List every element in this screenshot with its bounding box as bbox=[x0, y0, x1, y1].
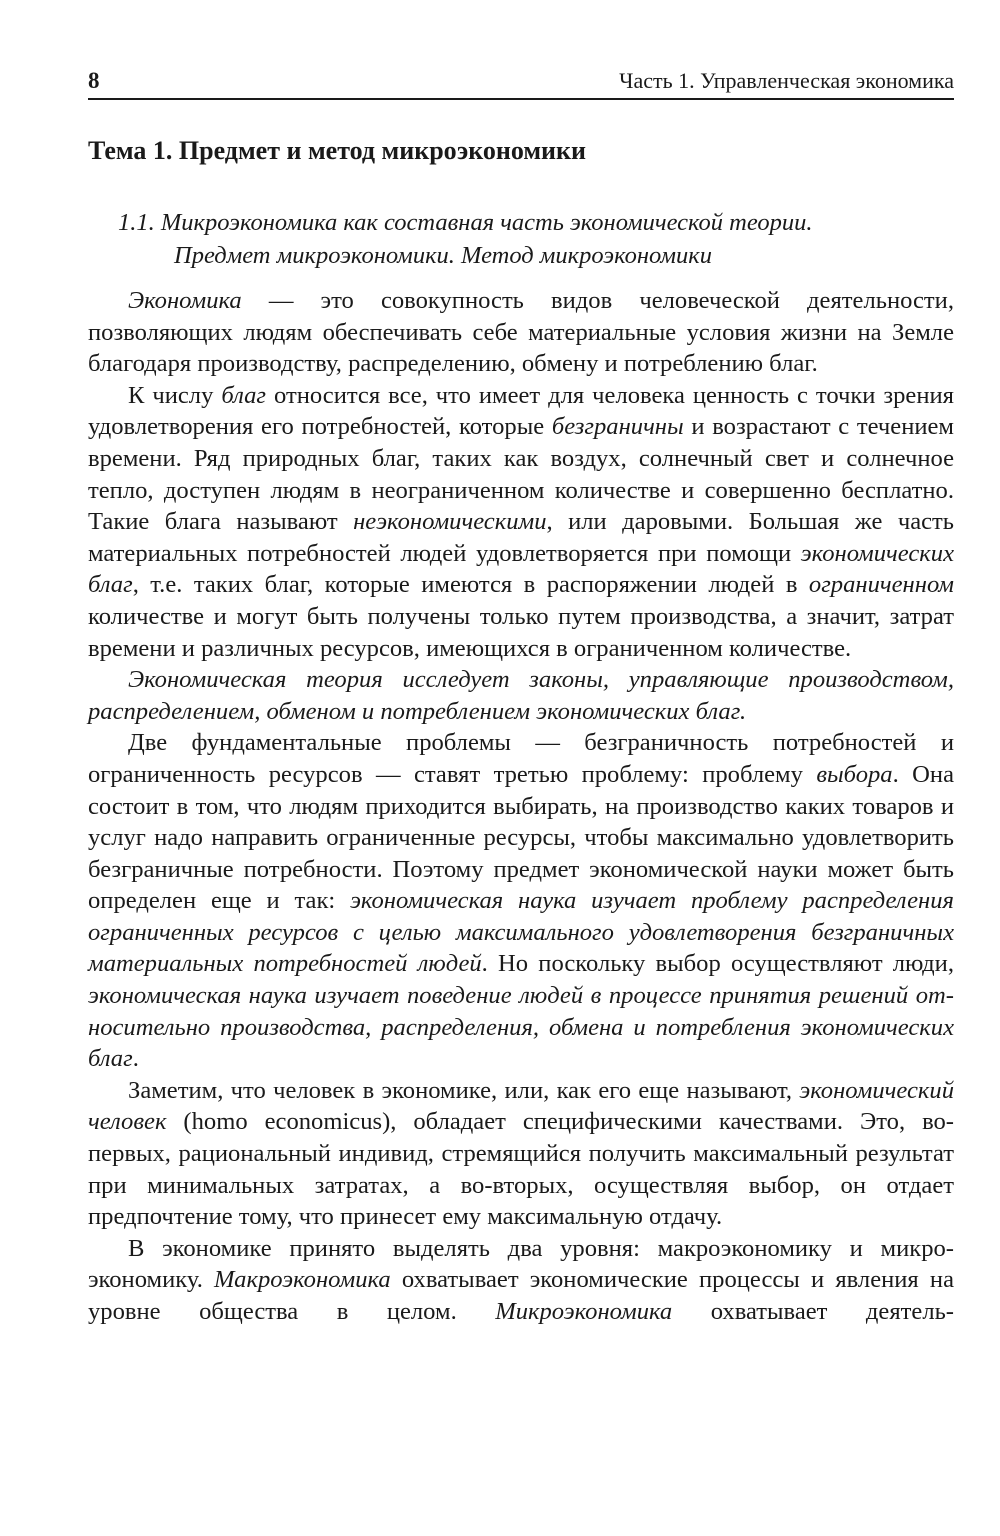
text-run: охватывает деятель- bbox=[672, 1298, 954, 1325]
section-title-line-1: 1.1. Микроэкономика как составная часть экономической теории. bbox=[118, 209, 813, 236]
text-run: . Она состоит в том, что людям приходится выбирать, на производство каких товаров и услуг надо направить ограниченные ресурсы, чтобы максимально удовлетворить безграничные потребности. Поэтому предмет экономической науки может быть определен еще и так: bbox=[88, 760, 955, 915]
running-header bbox=[88, 62, 954, 100]
page-number: 8 bbox=[88, 68, 100, 93]
body-text bbox=[88, 285, 954, 1328]
section-title-line-2: Предмет микроэкономики. Метод микроэкономики bbox=[174, 242, 712, 269]
chapter-title: Тема 1. Предмет и метод микроэкономики bbox=[88, 136, 586, 165]
paragraph bbox=[88, 664, 954, 727]
italic-text-run: неэкономическими bbox=[353, 508, 547, 536]
italic-text-run: экономическая наука изучает поведение людей в процессе принятия решений относительно производства, распределения, обмена и потребления экономических благ bbox=[88, 982, 954, 1073]
paragraph bbox=[88, 727, 954, 1075]
italic-text-run: ограниченном bbox=[808, 571, 954, 599]
italic-text-run: выбора bbox=[816, 760, 893, 788]
text-run: охватывает экономические процессы и явления на уровне общества в целом. bbox=[88, 1266, 954, 1325]
paragraph bbox=[88, 285, 954, 380]
paragraph bbox=[88, 1233, 954, 1328]
italic-text-run: безграничны bbox=[551, 413, 684, 441]
italic-text-run: экономический человек bbox=[88, 1076, 954, 1136]
text-run: Заметим, что человек в экономике, или, как его еще называют, bbox=[128, 1076, 800, 1104]
italic-text-run: Микроэкономика bbox=[495, 1298, 673, 1325]
running-title: Часть 1. Управленческая экономика bbox=[619, 68, 954, 93]
text-run: , т.е. таких благ, которые имеются в распоряжении людей в bbox=[132, 571, 809, 599]
text-run: Две фундаментальные проблемы — безграничность потребностей и ограниченность ресурсов — ставят третью проблему: проблему bbox=[88, 729, 954, 788]
paragraph bbox=[88, 1075, 954, 1233]
text-run: , или даровыми. Большая же часть материальных потребностей людей удовлетворяется при помощи bbox=[88, 508, 954, 567]
text-run: относится все, что имеет для человека ценность с точки зрения удовлетворения его потребностей, которые bbox=[88, 381, 954, 441]
text-run: количестве и могут быть получены только путем производства, а значит, затрат времени и различных ресурсов, имеющихся в ограниченном количестве. bbox=[88, 602, 954, 662]
text-run: и возрастают с течением времени. Ряд природных благ, таких как воздух, солнечный свет и солнечное тепло, доступен людям в неограниченном количестве и совершенно бесплатно. Такие блага называют bbox=[88, 413, 954, 536]
italic-text-run: экономических благ bbox=[88, 539, 954, 599]
italic-text-run: Экономика bbox=[128, 287, 242, 314]
italic-text-run: Макроэкономика bbox=[214, 1266, 391, 1294]
paragraph bbox=[88, 380, 954, 664]
text-run: (homo economicus), обладает специфическими качествами. Это, во-первых, рациональный индивид, стремящийся получить максимальный результат при минимальных затратах, а во-вторых, осуществляя выбор, он отдает предпочтение тому, что принесет ему максимальную отдачу. bbox=[88, 1108, 954, 1231]
text-run: . bbox=[132, 1045, 139, 1073]
text-run: В экономике принято выделять два уровня: макроэкономику и микроэкономику. bbox=[88, 1234, 954, 1294]
text-run: — это совокупность видов человеческой деятельности, позволяющих людям обеспечивать себе материальные условия жизни на Земле благодаря производству, распределению, обмену и потреблению благ. bbox=[88, 287, 954, 378]
italic-text-run: экономическая наука изучает проблему распределения ограниченных ресурсов с целью максимального удовлетворения безграничных материальных потребностей людей bbox=[88, 887, 954, 978]
section-title bbox=[118, 206, 948, 272]
italic-text-run: благ bbox=[221, 381, 267, 409]
text-run: . Но поскольку выбор осуществляют люди, bbox=[481, 950, 954, 978]
italic-text-run: Экономическая теория исследует законы, управляющие производством, распределением, обменом и потреблением экономических благ. bbox=[88, 666, 954, 725]
text-run: К числу bbox=[128, 381, 222, 409]
